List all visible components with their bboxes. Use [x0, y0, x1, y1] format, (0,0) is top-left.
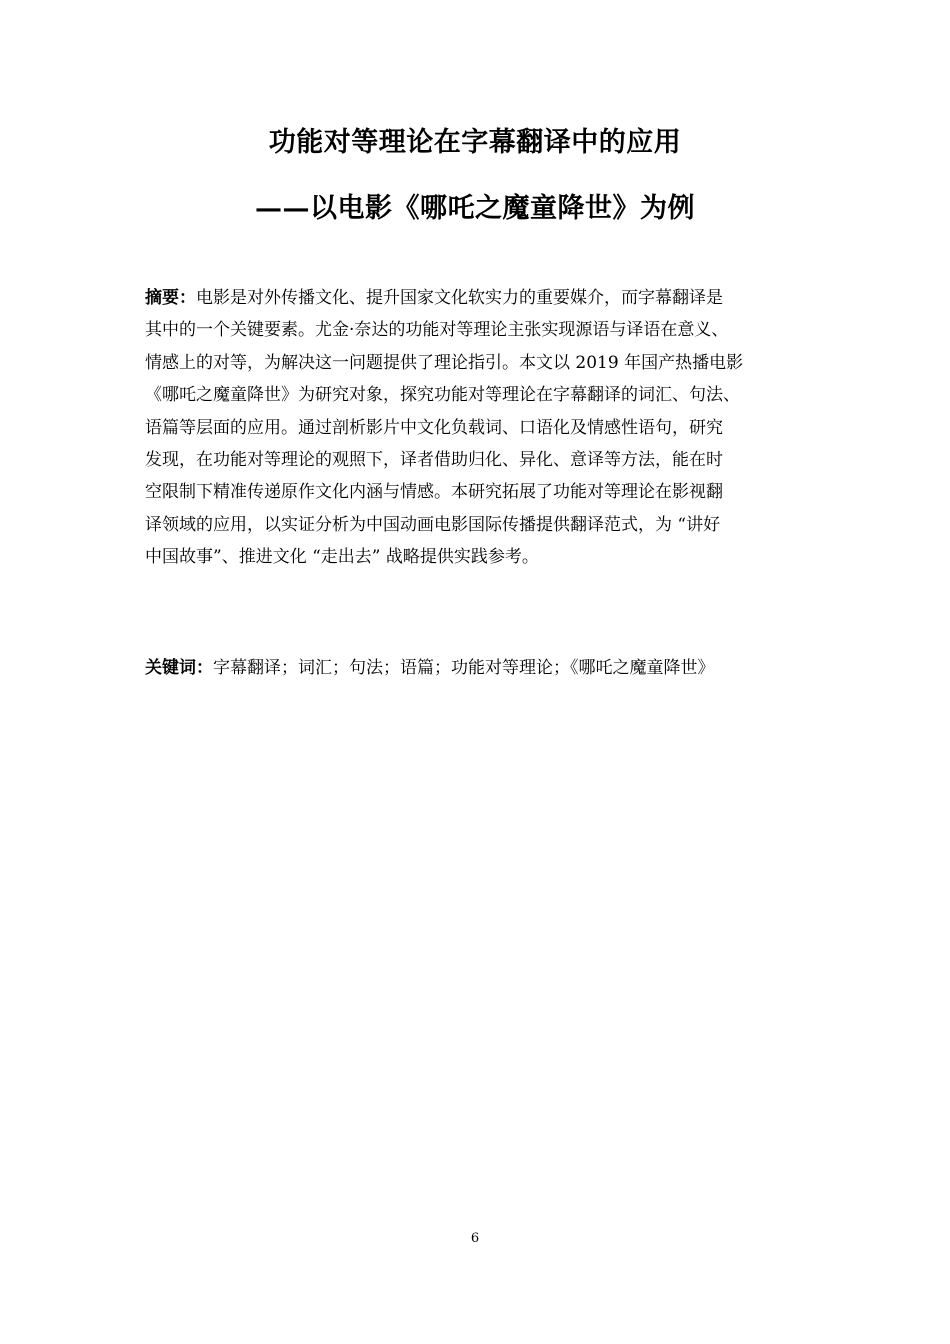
- abstract-line: 译领域的应用，以实证分析为中国动画电影国际传播提供翻译范式，为 “讲好: [145, 514, 721, 535]
- abstract-label: 摘要：: [145, 288, 196, 308]
- keywords: [145, 652, 820, 684]
- abstract-line: 发现，在功能对等理论的观照下，译者借助归化、异化、意译等方法，能在时: [145, 449, 723, 470]
- abstract-line: [145, 282, 820, 314]
- abstract-line: 语篇等层面的应用。通过剖析影片中文化负载词、口语化及情感性语句，研究: [145, 417, 723, 438]
- abstract-line: 情感上的对等，为解决这一问题提供了理论指引。本文以 2019 年国产热播电影: [145, 352, 744, 373]
- abstract-text: 电影是对外传播文化、提升国家文化软实力的重要媒介，而字幕翻译是: [196, 288, 723, 308]
- abstract-line: 空限制下精准传递原作文化内涵与情感。本研究拓展了功能对等理论在影视翻: [145, 482, 723, 503]
- abstract-line: 中国故事”、推进文化 “走出去” 战略提供实践参考。: [145, 547, 539, 568]
- abstract-line: 其中的一个关键要素。尤金·奈达的功能对等理论主张实现源语与译语在意义、: [145, 320, 729, 341]
- abstract: [145, 282, 820, 574]
- paper-subtitle: ——以电影《哪吒之魔童降世》为例: [255, 193, 695, 224]
- page-number: 6: [470, 1231, 480, 1246]
- keywords-text: 字幕翻译；词汇；句法；语篇；功能对等理论；《哪吒之魔童降世》: [213, 658, 715, 678]
- keywords-label: 关键词：: [145, 658, 213, 678]
- abstract-line: 《哪吒之魔童降世》为研究对象，探究功能对等理论在字幕翻译的词汇、句法、: [145, 385, 740, 406]
- paper-title: 功能对等理论在字幕翻译中的应用: [268, 127, 682, 158]
